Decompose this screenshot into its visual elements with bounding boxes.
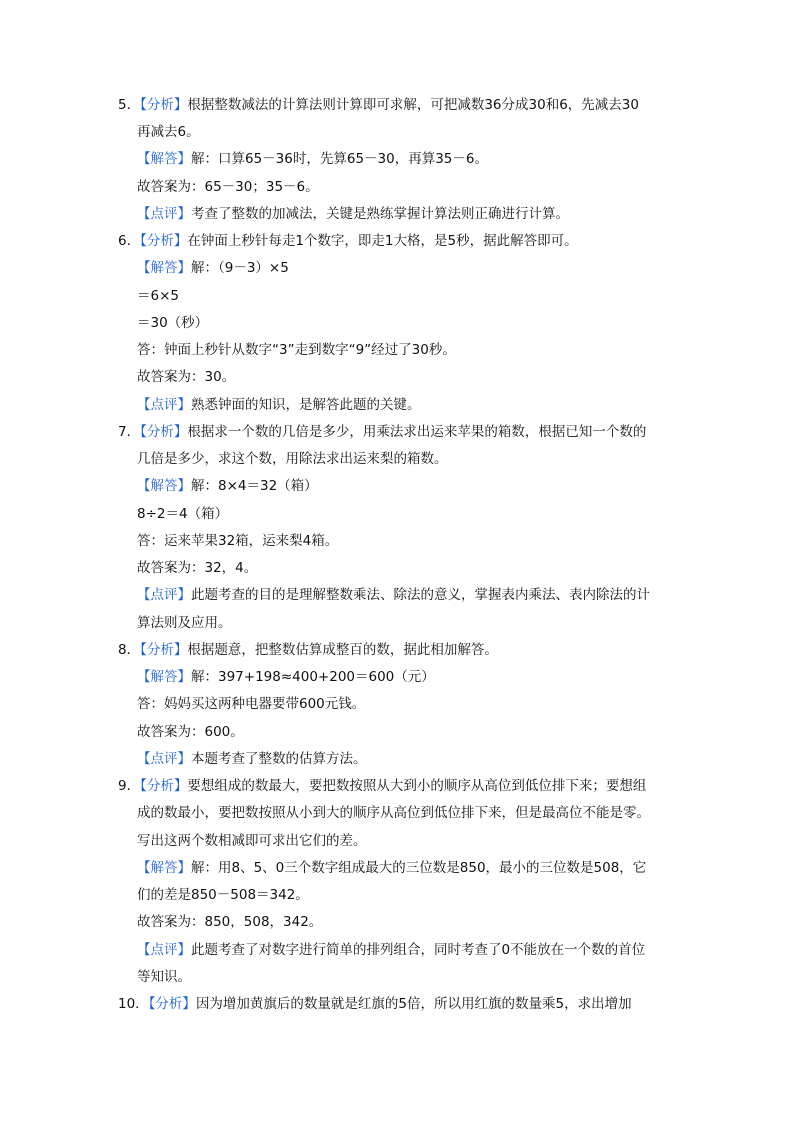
analysis-text: 根据整数减法的计算法则计算即可求解，可把减数36分成30和6，先减去30 xyxy=(187,97,639,113)
comment-text: 此题考查了对数字进行简单的排列组合，同时考查了0不能放在一个数的首位 xyxy=(191,942,646,958)
item-number: 8． xyxy=(118,642,141,658)
item-7-answer-line xyxy=(137,476,318,496)
analysis-tag: 【分析】 xyxy=(140,233,188,249)
analysis-text: 成的数最小，要把数按照从小到大的顺序从高位到低位排下来，但是最高位不能是零。 xyxy=(137,805,650,821)
comment-tag: 【点评】 xyxy=(137,751,191,767)
answer-text: 解：8×4＝32（箱） xyxy=(191,478,318,494)
comment-tag: 【点评】 xyxy=(137,397,191,413)
answer-text: 解：（9－3）×5 xyxy=(191,260,289,276)
analysis-text: 再减去6。 xyxy=(137,124,200,140)
answer-tag: 【解答】 xyxy=(137,478,191,494)
item-8-comment-line xyxy=(137,749,367,769)
comment-text: 熟悉钟面的知识，是解答此题的关键。 xyxy=(191,397,421,413)
comment-text: 算法则及应用。 xyxy=(137,615,232,631)
analysis-text: 根据题意，把整数估算成整百的数，据此相加解答。 xyxy=(187,642,498,658)
comment-text: 本题考查了整数的估算方法。 xyxy=(191,751,367,767)
item-number: 7． xyxy=(118,424,141,440)
item-7-line-1 xyxy=(118,422,646,442)
answer-text: 8÷2＝4（箱） xyxy=(137,506,229,522)
item-9-line-1 xyxy=(118,776,646,796)
analysis-tag: 【分析】 xyxy=(140,778,188,794)
answer-tag: 【解答】 xyxy=(137,260,191,276)
comment-tag: 【点评】 xyxy=(137,206,191,222)
answer-tag: 【解答】 xyxy=(137,860,191,876)
analysis-tag: 【分析】 xyxy=(148,996,196,1012)
item-9-answer-line xyxy=(137,858,646,878)
analysis-tag: 【分析】 xyxy=(140,424,188,440)
answer-text: 答：妈妈买这两种电器要带600元钱。 xyxy=(137,696,366,712)
analysis-text: 根据求一个数的几倍是多少，用乘法求出运来苹果的箱数，根据已知一个数的 xyxy=(187,424,647,440)
item-6-comment-line xyxy=(137,395,421,415)
answer-text: 解：用8、5、0三个数字组成最大的三位数是850，最小的三位数是508，它 xyxy=(191,860,647,876)
item-7-comment-line xyxy=(137,585,650,605)
analysis-text: 因为增加黄旗后的数量就是红旗的5倍，所以用红旗的数量乘5，求出增加 xyxy=(195,996,632,1012)
analysis-tag: 【分析】 xyxy=(140,642,188,658)
item-number: 5． xyxy=(118,97,141,113)
answer-text: 们的差是850－508＝342。 xyxy=(137,887,309,903)
answer-text: 故答案为：30。 xyxy=(137,369,236,385)
answer-text: ＝6×5 xyxy=(137,288,179,304)
item-5-line-1 xyxy=(118,95,639,115)
answer-text: 故答案为：850，508，342。 xyxy=(137,914,323,930)
answer-text: ＝30（秒） xyxy=(137,315,209,331)
analysis-text: 在钟面上秒针每走1个数字，即走1大格，是5秒，据此解答即可。 xyxy=(187,233,578,249)
item-5-answer-line xyxy=(137,149,488,169)
answer-text: 解：397+198≈400+200＝600（元） xyxy=(191,669,435,685)
analysis-text: 写出这两个数相减即可求出它们的差。 xyxy=(137,833,367,849)
comment-tag: 【点评】 xyxy=(137,942,191,958)
item-8-answer-line xyxy=(137,667,435,687)
answer-tag: 【解答】 xyxy=(137,669,191,685)
item-10-line-1 xyxy=(118,994,632,1014)
answer-text: 解：口算65－36时，先算65－30，再算35－6。 xyxy=(191,151,488,167)
item-number: 6． xyxy=(118,233,141,249)
answer-tag: 【解答】 xyxy=(137,151,191,167)
item-6-answer-line xyxy=(137,258,289,278)
comment-tag: 【点评】 xyxy=(137,587,191,603)
answer-text: 故答案为：65－30；35－6。 xyxy=(137,179,319,195)
item-number: 9． xyxy=(118,778,141,794)
comment-text: 此题考查的目的是理解整数乘法、除法的意义，掌握表内乘法、表内除法的计 xyxy=(191,587,650,603)
analysis-tag: 【分析】 xyxy=(140,97,188,113)
item-number: 10． xyxy=(118,996,149,1012)
analysis-text: 几倍是多少，求这个数，用除法求出运来梨的箱数。 xyxy=(137,451,448,467)
item-6-line-1 xyxy=(118,231,578,251)
answer-text: 答：运来苹果32箱，运来梨4箱。 xyxy=(137,533,339,549)
answer-text: 故答案为：32，4。 xyxy=(137,560,258,576)
answer-text: 答：钟面上秒针从数字“3”走到数字“9”经过了30秒。 xyxy=(137,342,456,358)
comment-text: 等知识。 xyxy=(137,969,191,985)
item-5-comment-line xyxy=(137,204,569,224)
item-8-line-1 xyxy=(118,640,498,660)
analysis-text: 要想组成的数最大，要把数按照从大到小的顺序从高位到低位排下来；要想组 xyxy=(187,778,647,794)
comment-text: 考查了整数的加减法，关键是熟练掌握计算法则正确进行计算。 xyxy=(191,206,569,222)
item-9-comment-line xyxy=(137,940,645,960)
answer-text: 故答案为：600。 xyxy=(137,724,244,740)
